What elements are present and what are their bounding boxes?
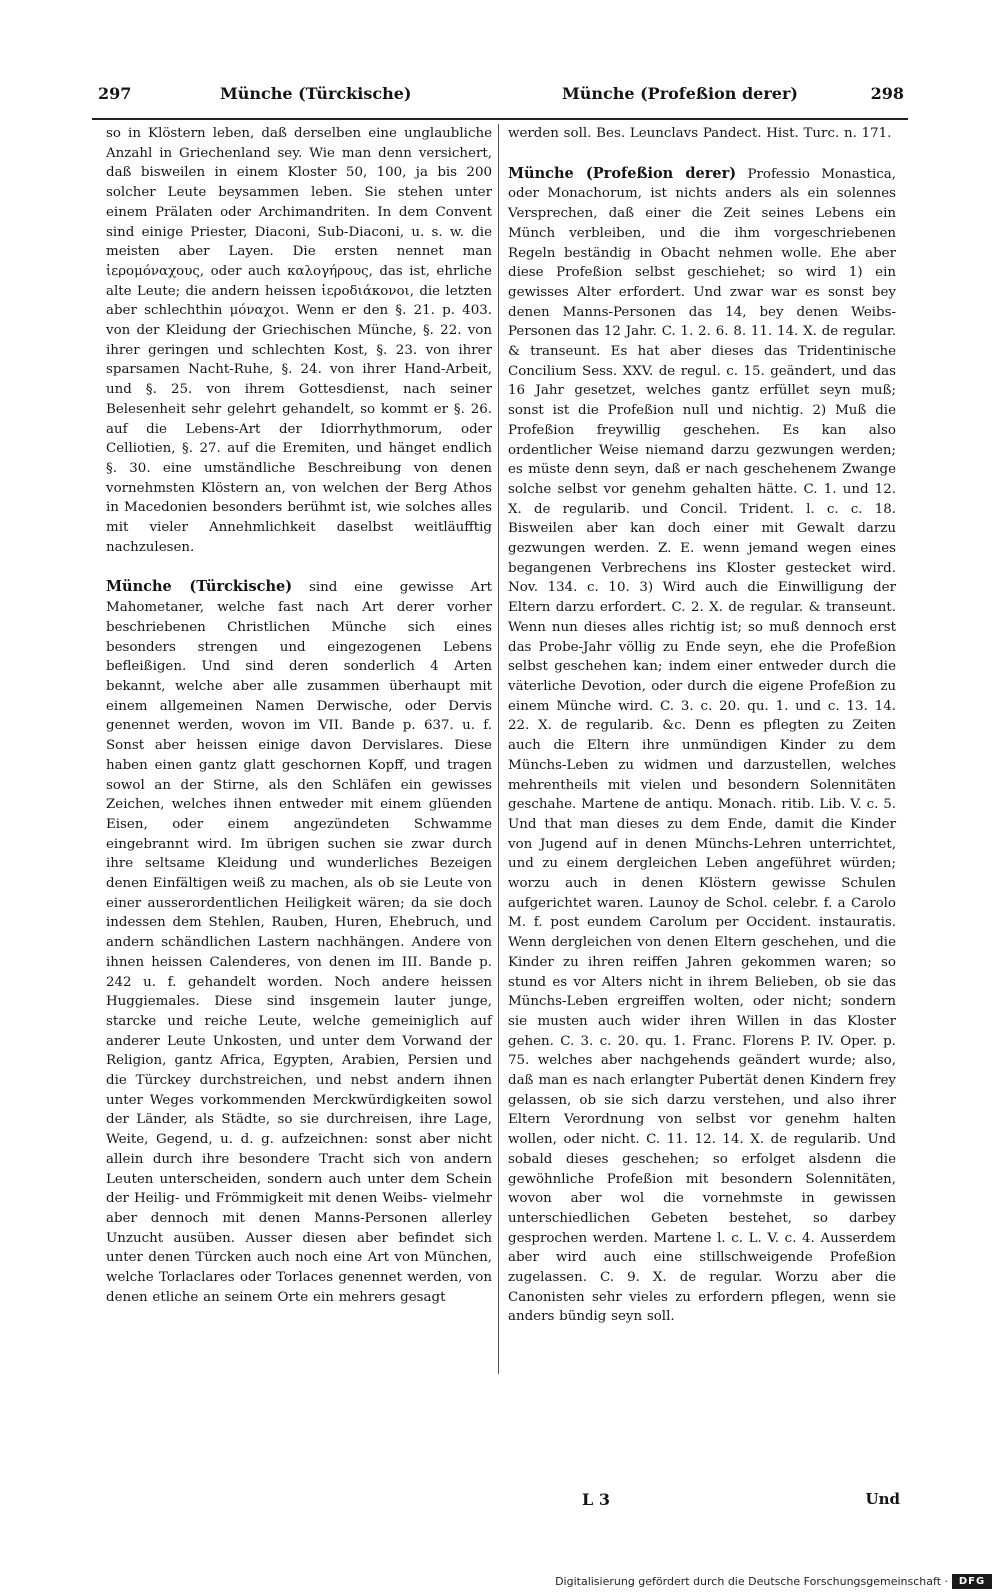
signature-mark: L 3 <box>582 1490 610 1509</box>
page-number-right: 298 <box>870 84 904 103</box>
catchword: Und <box>865 1490 900 1508</box>
book-page <box>92 80 908 1540</box>
header-rule <box>92 118 908 120</box>
digitization-footer <box>555 1574 994 1590</box>
dfg-logo-icon: DFG <box>952 1574 992 1589</box>
header-title-left: Münche (Türckische) <box>220 84 412 103</box>
entry-monastic-profession <box>508 164 896 1327</box>
header-title-right: Münche (Profeßion derer) <box>562 84 798 103</box>
paragraph-gap <box>106 557 492 577</box>
page-number-left: 297 <box>98 84 132 103</box>
entry-text-monastic-profession: Professio Monastica, oder Monachorum, ist nichts anders als ein solennes Versprechen, daß einer die Zeit seines Lebens ein Münch verbleiben, und die ihm vorgeschriebenen Regeln beständig in Obacht nehmen wolle. Ehe aber diese Profeßion selbst geschiehet; so wird 1) ein gewisses Alter erfordert. Und zwar war es sonst bey denen Manns-Personen das 14, bey denen Weibs-Personen das 12 Jahr. C. 1. 2. 6. 8. 11. 14. X. de regular. & transeunt. Es hat aber dieses das Tridentinische Concilium Sess. XXV. de regul. c. 15. geändert, und das 16 Jahr gesetzet, welches gantz erfüllet seyn muß; sonst ist die Profeßion null und nichtig. 2) Muß die Profeßion freywillig geschehen. Es kan also ordentlicher Weise niemand darzu gezwungen werden; es müste denn seyn, daß er nach geschehenem Zwange solche selbst vor genehm gehalten hätte. C. 1. und 12. X. de regularib. und Concil. Trident. l. c. c. 18. Bisweilen aber kan doch einer mit Gewalt darzu gezwungen werden. Z. E. wenn jemand wegen eines begangenen Verbrechens ins Kloster gestecket wird. Nov. 134. c. 10. 3) Wird auch die Einwilligung der Eltern darzu erfordert. C. 2. X. de regular. & transeunt. Wenn nun dieses alles richtig ist; so muß dennoch erst das Probe-Jahr völlig zu Ende seyn, ehe die Profeßion selbst geschehen kan; indem einer entweder durch die väterliche Devotion, oder durch die eigene Profeßion zu einem Münche wird. C. 3. c. 20. qu. 1. und c. 13. 14. 22. X. de regularib. &c. Denn es pflegten zu Zeiten auch die Eltern ihre unmündigen Kinder zu dem Münchs-Leben zu widmen und darzustellen, welches mehrentheils mit vielen und besondern Solennitäten geschahe. Martene de antiqu. Monach. ritib. Lib. V. c. 5. Und that man dieses zu dem Ende, damit die Kinder von Jugend auf in denen Münchs-Lehren unterrichtet, und zu einem dergleichen Leben angeführet würden; worzu auch in denen Klöstern gewisse Schulen aufgerichtet waren. Launoy de Schol. celebr. f. a Carolo M. f. post eundem Carolum per Occident. instauratis. Wenn dergleichen von denen Eltern geschehen, und die Kinder zu ihren reiffen Jahren gekommen waren; so stund es vor Alters nicht in ihrem Belieben, ob sie das Münchs-Leben ergreiffen wolten, oder nicht; sondern sie musten auch wider ihren Willen in das Kloster gehen. C. 3. c. 20. qu. 1. Franc. Florens P. IV. Oper. p. 75. welches aber nachgehends geändert wurde; also, daß man es nach erlangter Pubertät denen Kindern frey gelassen, ob sie sich darzu verstehen, und also ihrer Eltern Verordnung von selbst vor genehm halten wollen, oder nicht. C. 11. 12. 14. X. de regularib. Und sobald dieses geschehen; so erfolget alsdenn die gewöhnliche Profeßion mit besondern Solennitäten, wovon aber wol die vornehmste in gewissen unterschiedlichen Gebeten bestehet, so darbey gesprochen werden. Martene l. c. L. V. c. 4. Ausserdem aber wird auch eine stillschweigende Profeßion zugelassen. C. 9. X. de regular. Worzu aber die Canonisten sehr vieles zu erfordern pflegen, wenn sie anders bündig seyn soll. <box>508 166 896 1325</box>
right-column <box>508 124 896 1327</box>
entry-turkish-monks <box>106 577 492 1307</box>
running-header <box>92 80 908 110</box>
footer-credit: Digitalisierung gefördert durch die Deutsche Forschungsgemeinschaft · <box>555 1575 948 1588</box>
column-divider <box>498 124 499 1374</box>
entry-text-turkish-monks: sind eine gewisse Art Mahometaner, welche fast nach Art derer vorher beschriebenen Christlichen Münche sich eines besonders strengen und eingezogenen Lebens befleißigen. Und sind deren sonderlich 4 Arten bekannt, welche aber alle zusammen überhaupt mit einem allgemeinen Namen Derwische, oder Dervis genennet werden, wovon im VII. Bande p. 637. u. f. Sonst aber heissen einige davon Dervislares. Diese haben einen gantz glatt geschornen Kopff, und tragen sowol an der Stirne, als den Schläfen ein gewisses Zeichen, welches ihnen entweder mit einem glüenden Eisen, oder einem angezündeten Schwamme eingebrannt wird. Im übrigen suchen sie zwar durch ihre seltsame Kleidung und wunderliches Bezeigen denen Einfältigen weiß zu machen, als ob sie Leute von einer ausserordentlichen Heiligkeit wären; da sie doch indessen dem Stehlen, Rauben, Huren, Ehebruch, und andern schändlichen Lastern nachhängen. Andere von ihnen heissen Calenderes, von denen im III. Bande p. 242 u. f. gehandelt worden. Noch andere heissen Huggiemales. Diese sind insgemein lauter junge, starcke und reiche Leute, welche gemeiniglich auf anderer Leute Unkosten, und unter dem Vorwand der Religion, gantz Africa, Egypten, Arabien, Persien und die Türckey durchstreichen, und nebst andern ihnen unter Weges vorkommenden Merckwürdigkeiten sowol der Länder, als Städte, so sie durchreisen, ihre Lage, Weite, Gegend, u. d. g. aufzeichnen: sonst aber nicht allein durch ihre besondere Tracht sich von andern Leuten unterscheiden, sondern auch unter dem Schein der Heilig- und Frömmigkeit mit denen Weibs- vielmehr aber dennoch mit denen Manns-Personen allerley Unzucht ausüben. Ausser diesen aber befindet sich unter denen Türcken auch noch eine Art von München, welche Torlaclares oder Torlaces genennet werden, von denen etliche an seinem Orte ein mehrers gesagt <box>106 580 492 1305</box>
left-column <box>106 124 492 1307</box>
entry-lemma-turkish-monks: Münche (Türckische) <box>106 578 293 596</box>
left-paragraph-greek-monks: so in Klöstern leben, daß derselben eine unglaubliche Anzahl in Griechenland sey. Wie man denn versichert, daß bisweilen in einem Kloster 50, 100, ja bis 200 solcher Leute beysammen leben. Sie stehen unter einem Prälaten oder Archimandriten. In dem Convent sind einige Priester, Diaconi, Sub-Diaconi, u. s. w. die meisten aber Layen. Die ersten nennet man ἱερομόναχους, oder auch καλογήρους, das ist, ehrliche alte Leute; die andern heissen ἱεροδιάκονοι, die letzten aber schlechthin μόναχοι. Wenn er den §. 21. p. 403. von der Kleidung der Griechischen Münche, §. 22. von ihrer geringen und schlechten Kost, §. 23. von ihrer sparsamen Nacht-Ruhe, §. 24. von ihrer Hand-Arbeit, und §. 25. von ihrem Gottesdienst, nach seiner Belesenheit sehr gelehrt gehandelt, so kommt er §. 26. auf die Lebens-Art der Idiorrhythmorum, oder Celliotien, §. 27. auf die Eremiten, und hänget endlich §. 30. eine umständliche Beschreibung von denen vornehmsten Klöstern an, von welchen der Berg Athos in Macedonien besonders berühmt ist, wie solches alles mit vieler Annehmlichkeit daselbst weitläufftig nachzulesen. <box>106 126 492 555</box>
entry-lemma-monastic-profession: Münche (Profeßion derer) <box>508 164 737 182</box>
right-paragraph-continuation: werden soll. Bes. Leunclavs Pandect. Hist. Turc. n. 171. <box>508 126 892 141</box>
paragraph-gap <box>508 144 896 164</box>
